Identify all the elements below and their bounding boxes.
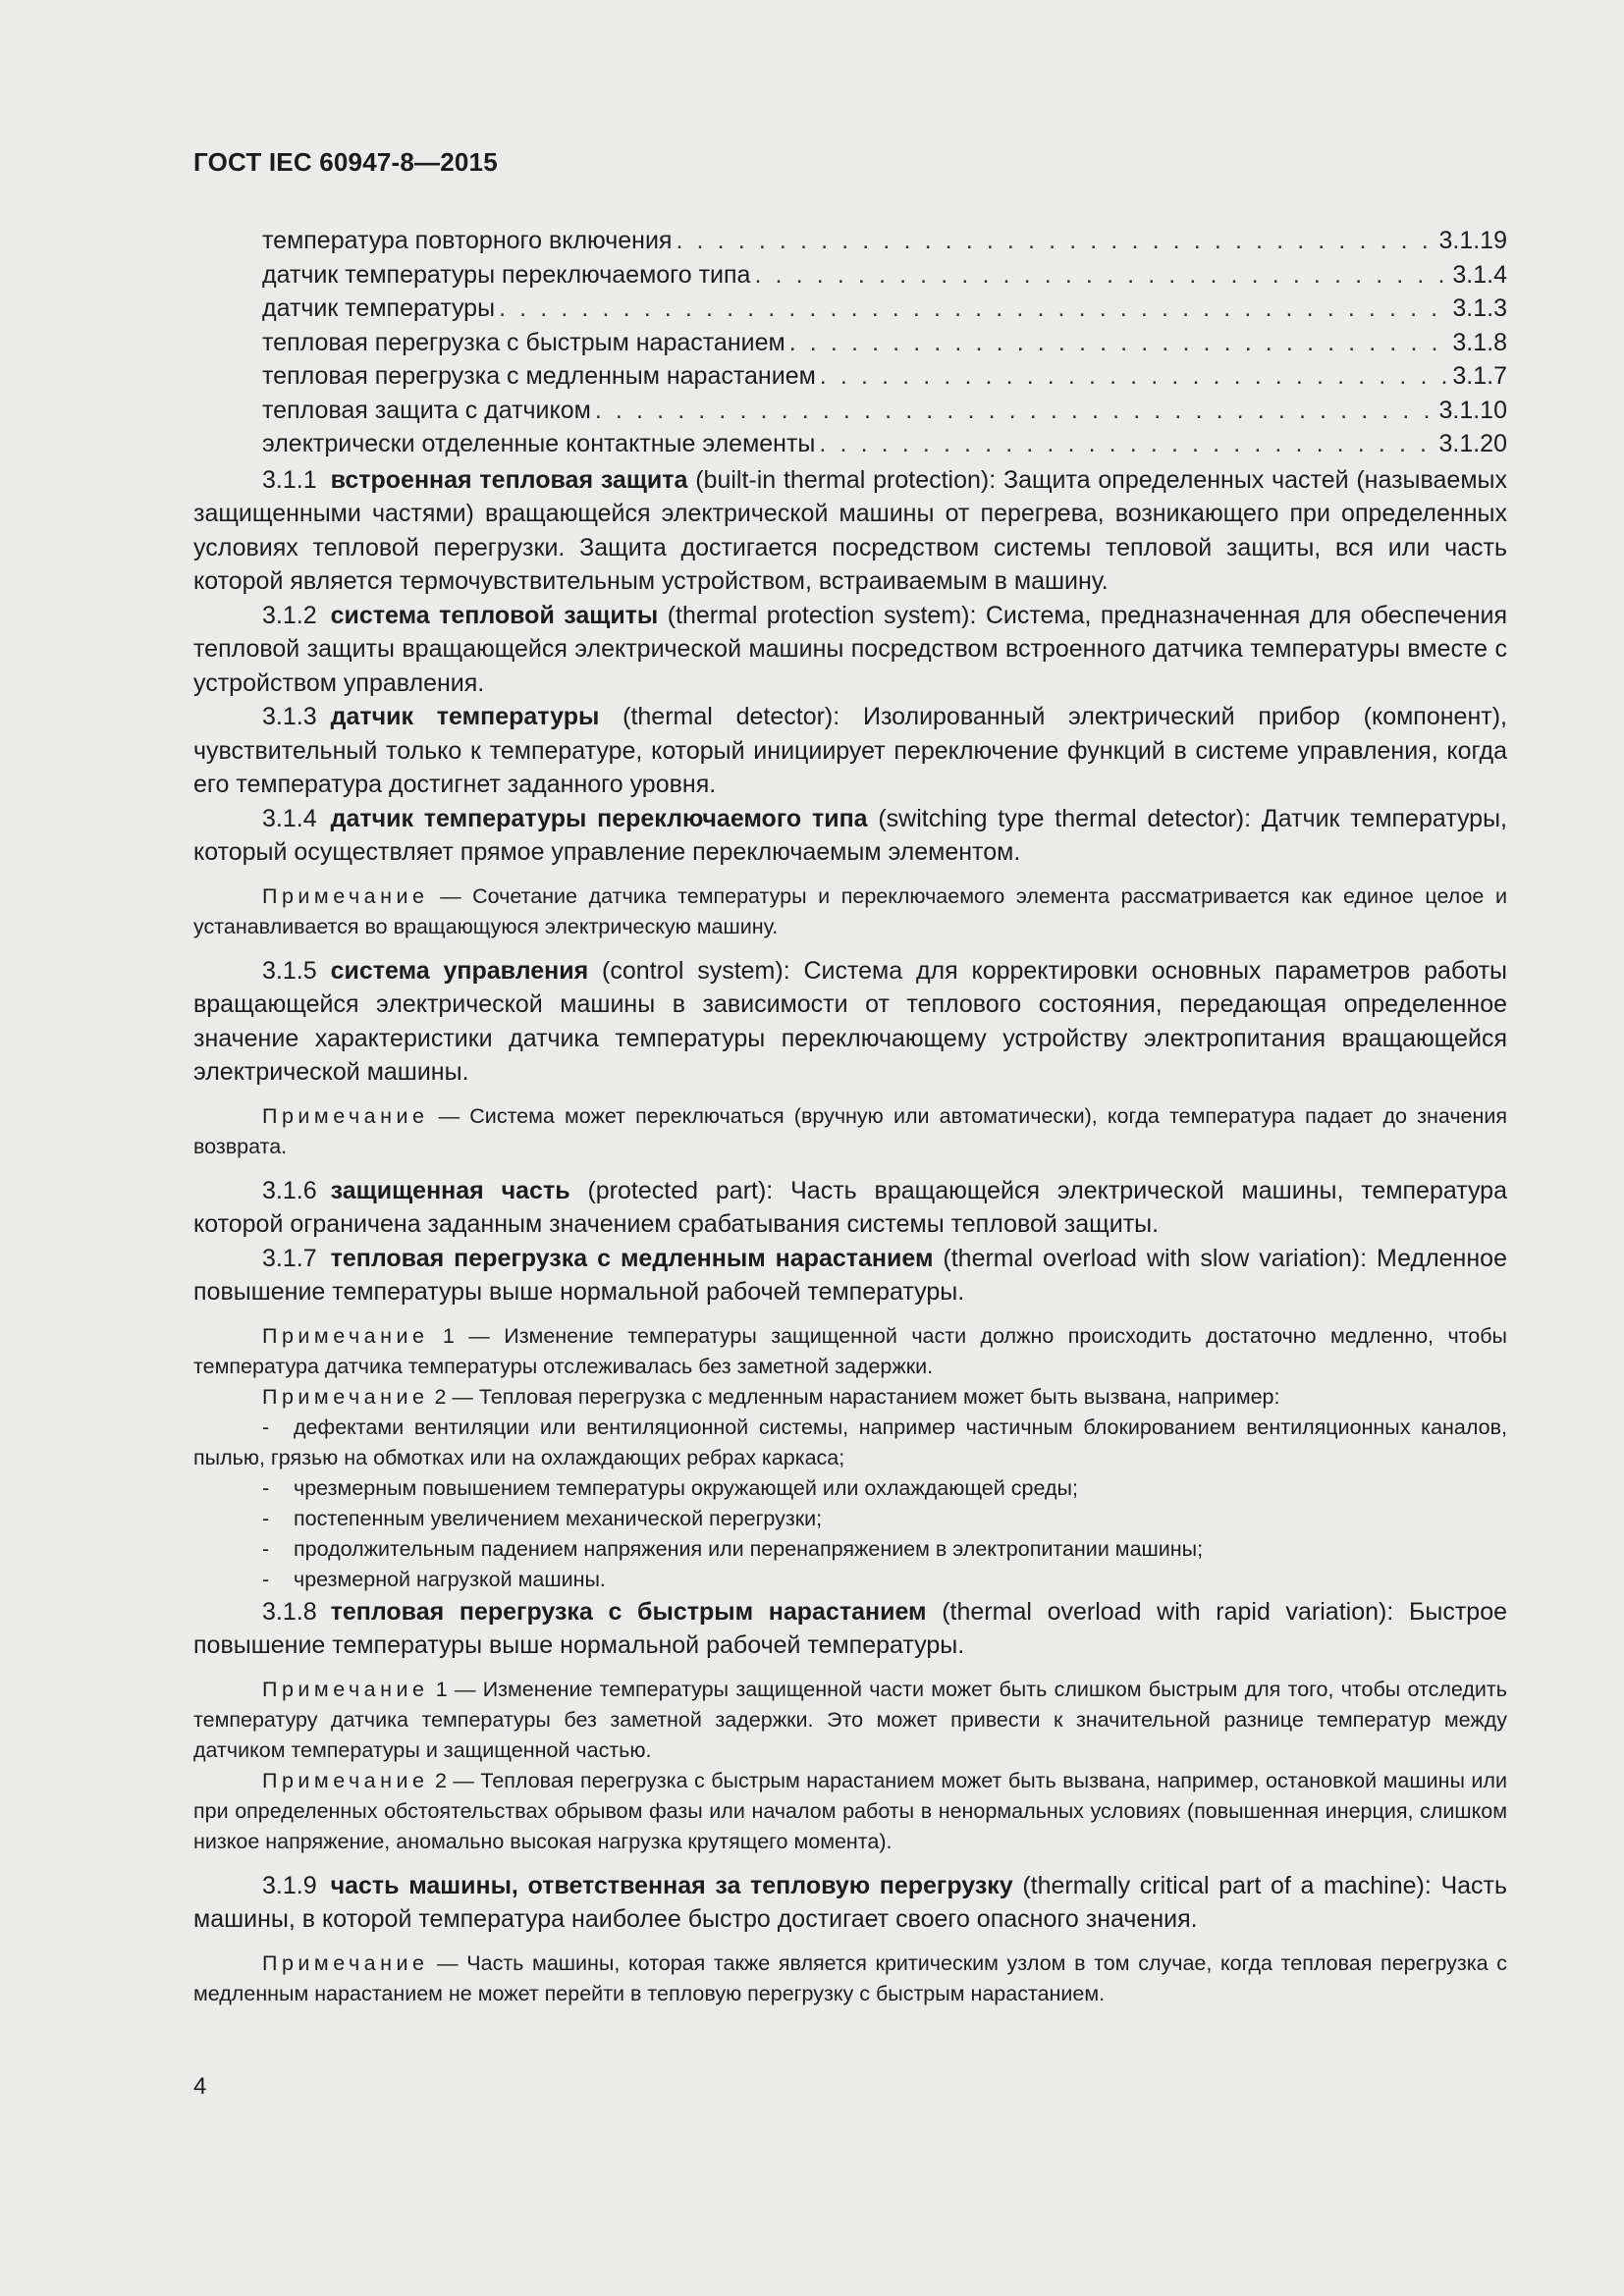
dot-leader [595,394,1435,428]
index-term: датчик температуры переключаемого типа [262,260,751,289]
note [193,1949,1507,2009]
index-ref: 3.1.4 [1452,260,1507,289]
index-entry [193,224,1507,258]
term: встроенная тепловая защита [330,465,688,494]
index-ref: 3.1.8 [1452,328,1507,356]
index-entry [193,394,1507,428]
list-item [193,1473,1507,1504]
note-text: — Система может переключаться (вручную или автоматически), когда температура падает до значения возврата. [193,1103,1507,1158]
term: тепловая перегрузка с быстрым нарастанием [330,1597,927,1626]
list-item [193,1413,1507,1473]
definition-text: (thermally critical part of a machine): Часть машины, в которой температура наиболее быстро достигает своего опасного значения. [193,1871,1507,1933]
definition-3-1-6 [193,1174,1507,1242]
document-header: ГОСТ IEC 60947-8—2015 [193,147,498,177]
note-text: — Сочетание датчика температуры и переключаемого элемента рассматривается как единое целое и устанавливается во вращающуюся электрическую машину. [193,883,1507,938]
note [193,1675,1507,1766]
list-item [193,1534,1507,1565]
bullet-dash: - [262,1506,270,1530]
term: тепловая перегрузка с медленным нарастанием [330,1244,934,1272]
bullet-dash: - [262,1415,270,1439]
index-entry [193,292,1507,326]
definition-3-1-8 [193,1595,1507,1663]
index-entry [193,427,1507,461]
note [193,1321,1507,1382]
clause-number: 3.1.8 [262,1597,317,1626]
definition-text: (built-in thermal protection): Защита определенных частей (называемых защищенными частями) вращающейся электрической машины от перегрева, возникающего при определенных условиях тепловой перегрузки. Защита достигается посредством системы тепловой защиты, вся или часть которой является термочувствительным устройством, встраиваемым в машину. [193,465,1507,595]
clause-number: 3.1.4 [262,804,317,832]
definition-3-1-4 [193,802,1507,870]
index-term: тепловая защита с датчиком [262,396,591,424]
definition-text: (thermal overload with slow variation): Медленное повышение температуры выше нормальной рабочей температуры. [193,1244,1507,1306]
term-index [193,224,1507,461]
index-term: тепловая перегрузка с быстрым нарастанием [262,328,785,356]
clause-number: 3.1.5 [262,956,317,985]
definition-3-1-1 [193,463,1507,599]
note-label: Примечание [262,1323,429,1348]
definition-3-1-5 [193,954,1507,1090]
term: защищенная часть [330,1176,570,1204]
index-entry [193,359,1507,394]
note-text: 2 — Тепловая перегрузка с медленным нарастанием может быть вызвана, например: [434,1384,1280,1409]
note-label: Примечание [262,1384,429,1409]
definition-text: (switching type thermal detector): Датчик температуры, который осуществляет прямое управление переключаемым элементом. [193,804,1507,866]
index-ref: 3.1.7 [1452,362,1507,390]
list-item [193,1565,1507,1595]
index-ref: 3.1.10 [1438,396,1507,424]
definition-text: (thermal detector): Изолированный электрический прибор (компонент), чувствительный только к температуре, который инициирует переключение функций в системе управления, когда его температура достигнет заданного уровня. [193,703,1507,798]
note-text: 1 — Изменение температуры защищенной части может быть слишком быстрым для того, чтобы отследить температуру датчика температуры без заметной задержки. Это может привести к значительной разнице температур между датчиком температуры и защищенной частью. [193,1677,1507,1762]
definition-3-1-2 [193,599,1507,701]
dot-leader [754,258,1448,293]
clause-number: 3.1.7 [262,1244,317,1272]
dot-leader [499,292,1448,326]
page-number: 4 [193,2073,207,2100]
clause-number: 3.1.9 [262,1871,317,1899]
index-entry [193,258,1507,293]
definition-text: (control system): Система для корректировки основных параметров работы вращающейся электрической машины в зависимости от теплового состояния, передающая определенное значение характеристики датчика температуры переключающему устройству электропитания вращающейся электрической машины. [193,956,1507,1086]
dot-leader [676,224,1435,258]
note-label: Примечание [262,1768,429,1792]
clause-number: 3.1.6 [262,1176,317,1204]
index-entry [193,326,1507,360]
index-ref: 3.1.20 [1438,430,1507,457]
page-content [193,224,1507,2009]
list-item-text: чрезмерной нагрузкой машины. [294,1567,606,1591]
note-label: Примечание [262,1103,429,1128]
list-item-text: продолжительным падением напряжения или перенапряжением в электропитании машины; [294,1536,1204,1561]
note-text: 2 — Тепловая перегрузка с быстрым нарастанием может быть вызвана, например, остановкой машины или при определенных обстоятельствах обрывом фазы или началом работы в ненормальных условиях (повышенная инерция, слишком низкое напряжение, аномально высокая нагрузка крутящего момента). [193,1768,1507,1853]
term: система управления [330,956,589,985]
note [193,1382,1507,1413]
index-term: электрически отделенные контактные элементы [262,430,816,457]
term: датчик температуры [330,703,600,730]
index-ref: 3.1.3 [1452,294,1507,322]
clause-number: 3.1.2 [262,601,317,629]
note-label: Примечание [262,1950,429,1975]
note-label: Примечание [262,883,429,908]
index-term: датчик температуры [262,294,496,322]
note-text: 1 — Изменение температуры защищенной части должно происходить достаточно медленно, чтобы температура датчика температуры отслеживалась без заметной задержки. [193,1323,1507,1378]
term: часть машины, ответственная за тепловую перегрузку [330,1871,1013,1899]
clause-number: 3.1.1 [262,465,317,494]
dot-leader [819,427,1435,461]
definition-text: (thermal overload with rapid variation): Быстрое повышение температуры выше нормальной рабочей температуры. [193,1597,1507,1659]
definition-3-1-3 [193,700,1507,802]
index-ref: 3.1.19 [1438,227,1507,254]
definition-text: (thermal protection system): Система, предназначенная для обеспечения тепловой защиты вращающейся электрической машины посредством встроенного датчика температуры вместе с устройством управления. [193,601,1508,697]
definition-3-1-9 [193,1869,1507,1937]
clause-number: 3.1.3 [262,703,317,730]
definition-text: (protected part): Часть вращающейся электрической машины, температура которой ограничена заданным значением срабатывания системы тепловой защиты. [193,1176,1507,1238]
list-item-text: постепенным увеличением механической перегрузки; [294,1506,823,1530]
term: система тепловой защиты [330,601,659,629]
index-term: тепловая перегрузка с медленным нарастанием [262,362,816,390]
note-text: — Часть машины, которая также является критическим узлом в том случае, когда тепловая перегрузка с медленным нарастанием не может перейти в тепловую перегрузку с быстрым нарастанием. [193,1950,1507,2005]
term: датчик температуры переключаемого типа [330,804,868,832]
list-item-text: дефектами вентиляции или вентиляционной системы, например частичным блокированием вентиляционных каналов, пылью, грязью на обмотках или на охлаждающих ребрах каркаса; [193,1415,1507,1469]
list-item [193,1504,1507,1534]
bullet-dash: - [262,1536,270,1561]
dot-leader [820,359,1449,394]
list-item-text: чрезмерным повышением температуры окружающей или охлаждающей среды; [294,1475,1078,1500]
dot-leader [789,326,1449,360]
note [193,1766,1507,1857]
note [193,881,1507,942]
index-term: температура повторного включения [262,227,673,254]
bullet-dash: - [262,1475,270,1500]
note [193,1101,1507,1162]
bullet-dash: - [262,1567,270,1591]
note-label: Примечание [262,1677,429,1701]
definition-3-1-7 [193,1242,1507,1309]
